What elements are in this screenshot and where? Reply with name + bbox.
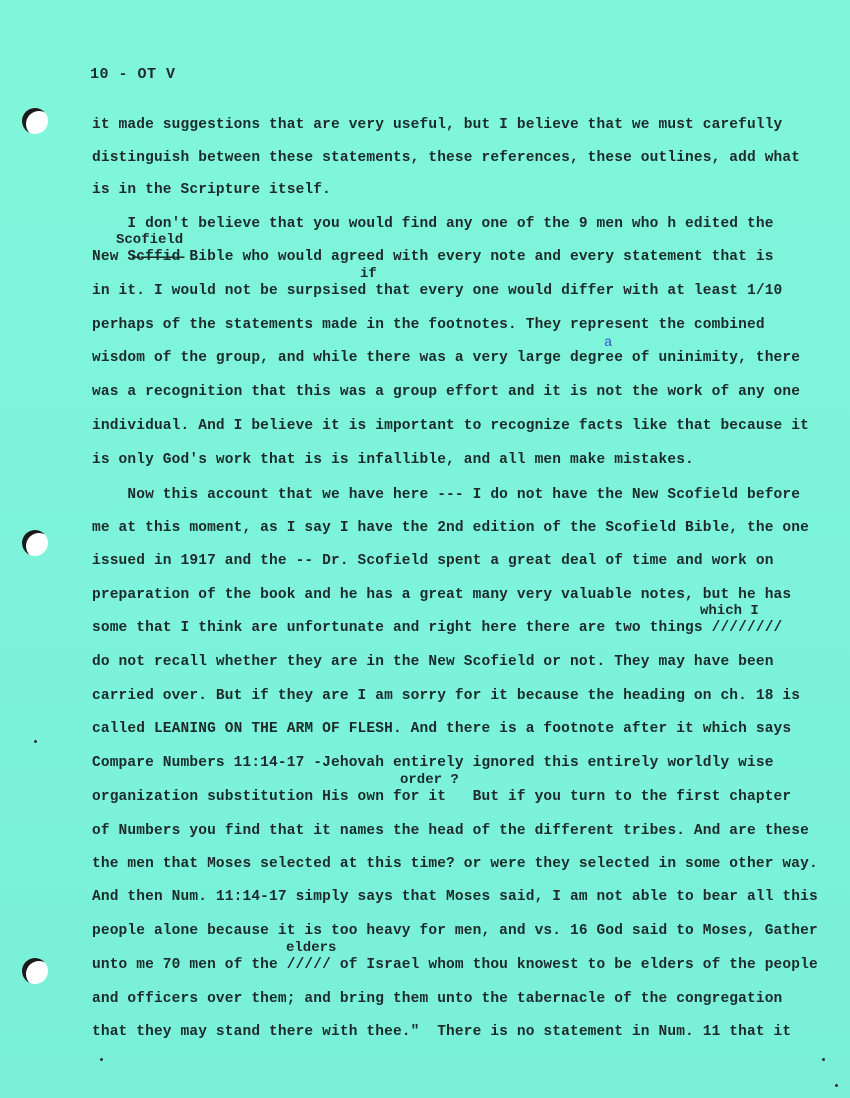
speck xyxy=(100,1058,103,1061)
text-line: preparation of the book and he has a great many very valuable notes, but he has xyxy=(92,587,792,603)
speck xyxy=(822,1058,825,1061)
interlinear-insert: which I xyxy=(700,603,759,619)
punch-hole-top xyxy=(22,108,48,134)
text-line: individual. And I believe it is important to recognize facts like that because it xyxy=(92,418,809,434)
text-line: that they may stand there with thee." There is no statement in Num. 11 that it xyxy=(92,1024,792,1040)
text-line: it made suggestions that are very useful, but I believe that we must carefully xyxy=(92,117,783,133)
text-line: Compare Numbers 11:14-17 -Jehovah entirely ignored this entirely worldly wise xyxy=(92,755,774,771)
punch-hole-middle xyxy=(22,530,48,556)
text-line: me at this moment, as I say I have the 2nd edition of the Scofield Bible, the one xyxy=(92,520,809,536)
text-line: issued in 1917 and the -- Dr. Scofield spent a great deal of time and work on xyxy=(92,553,774,569)
text-line: Now this account that we have here --- I do not have the New Scofield before xyxy=(92,487,801,503)
punch-hole-bottom xyxy=(22,958,48,984)
speck xyxy=(34,740,37,743)
text-line: is in the Scripture itself. xyxy=(92,182,331,198)
text-line: is only God's work that is is infallible, and all men make mistakes. xyxy=(92,452,694,468)
text-line: unto me 70 men of the ///// of Israel whom thou knowest to be elders of the people xyxy=(92,957,818,973)
text-line: and officers over them; and bring them unto the tabernacle of the congregation xyxy=(92,991,783,1007)
interlinear-insert: order ? xyxy=(400,772,459,788)
text-line: in it. I would not be surpsised that every one would differ with at least 1/10 xyxy=(92,283,783,299)
speck xyxy=(835,1084,838,1087)
interlinear-insert: Scofield xyxy=(116,232,184,248)
interlinear-insert: elders xyxy=(286,940,337,956)
interlinear-insert: if xyxy=(360,266,377,282)
text-line: some that I think are unfortunate and right here there are two things //////// xyxy=(92,620,783,636)
text-line: called LEANING ON THE ARM OF FLESH. And there is a footnote after it which says xyxy=(92,721,792,737)
text-line: organization substitution His own for it But if you turn to the first chapter xyxy=(92,789,792,805)
text-line: And then Num. 11:14-17 simply says that Moses said, I am not able to bear all this xyxy=(92,889,818,905)
text-line: distinguish between these statements, these references, these outlines, add what xyxy=(92,150,801,166)
text-line: of Numbers you find that it names the head of the different tribes. And are these xyxy=(92,823,809,839)
text-line: people alone because it is too heavy for men, and vs. 16 God said to Moses, Gather xyxy=(92,923,818,939)
text-line: was a recognition that this was a group effort and it is not the work of any one xyxy=(92,384,801,400)
text-line: wisdom of the group, and while there was a very large degree of uninimity, there xyxy=(92,350,801,366)
text-line: do not recall whether they are in the New Scofield or not. They may have been xyxy=(92,654,774,670)
text-line: carried over. But if they are I am sorry for it because the heading on ch. 18 is xyxy=(92,688,801,704)
interlinear-insert: a xyxy=(604,335,613,351)
text-line: New S̶c̶f̶f̶i̶d̶ Bible who would agreed with every note and every statement that is xyxy=(92,249,774,265)
text-line: I don't believe that you would find any one of the 9 men who h edited the xyxy=(92,216,774,232)
text-line: the men that Moses selected at this time? or were they selected in some other way. xyxy=(92,856,818,872)
text-line: perhaps of the statements made in the footnotes. They represent the combined xyxy=(92,317,765,333)
page-header: 10 - OT V xyxy=(90,66,176,83)
